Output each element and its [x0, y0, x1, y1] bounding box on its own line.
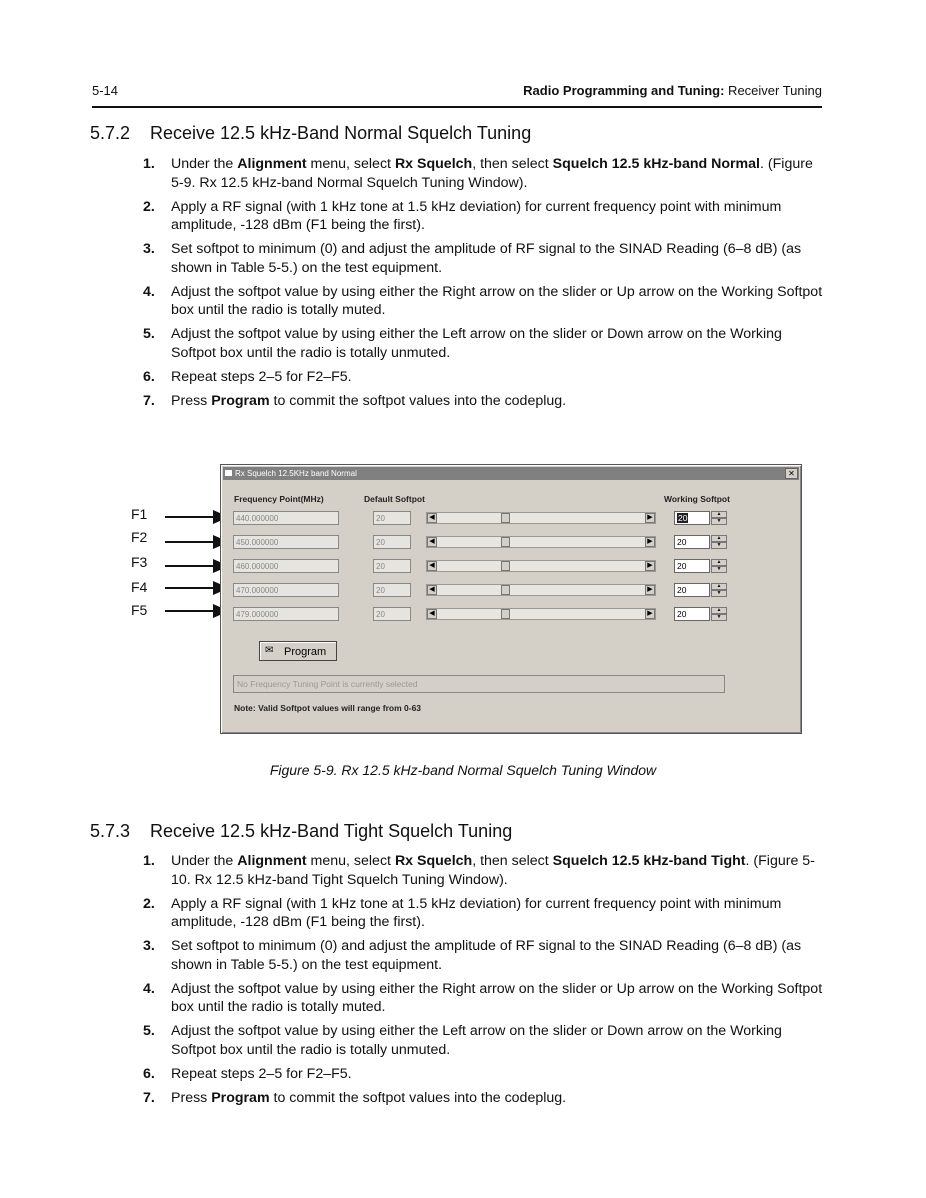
- frequency-field: 450.000000: [233, 535, 339, 549]
- slider-left-arrow-icon[interactable]: ◀: [427, 609, 437, 619]
- step-number: 1.: [143, 853, 155, 869]
- slider-right-arrow-icon[interactable]: ▶: [645, 609, 655, 619]
- step-text: Apply a RF signal (with 1 kHz tone at 1.5 kHz deviation) for current frequency point with minimum amplitude, -128 dBm (F1 being the first).: [171, 895, 782, 930]
- softpot-slider[interactable]: [426, 584, 656, 596]
- working-softpot-value: 20: [677, 561, 687, 571]
- slider-left-arrow-icon[interactable]: ◀: [427, 561, 437, 571]
- step-item: [143, 937, 823, 974]
- working-softpot-field[interactable]: [674, 583, 710, 597]
- step-bold-term: Alignment: [237, 156, 307, 172]
- step-item: [143, 155, 823, 192]
- default-softpot-field: 20: [373, 607, 411, 621]
- step-item: [143, 283, 823, 320]
- step-number: 3.: [143, 241, 155, 257]
- working-softpot-spinner[interactable]: [711, 535, 727, 549]
- step-bold-term: Squelch 12.5 kHz-band Tight: [552, 853, 746, 869]
- slider-left-arrow-icon[interactable]: ◀: [427, 513, 437, 523]
- step-text: , then select: [472, 156, 553, 172]
- window-title: Rx Squelch 12.5KHz band Normal: [235, 469, 357, 478]
- softpot-slider[interactable]: [426, 512, 656, 524]
- working-softpot-spinner[interactable]: [711, 607, 727, 621]
- step-number: 4.: [143, 283, 155, 300]
- spin-down-icon[interactable]: ▼: [711, 518, 727, 525]
- step-text: Press: [171, 1089, 212, 1106]
- spin-up-icon[interactable]: ▲: [711, 535, 727, 542]
- frequency-field: 460.000000: [233, 559, 339, 573]
- arrow-f2: [165, 541, 215, 543]
- softpot-range-note: Note: Valid Softpot values will range from 0-63: [234, 703, 422, 713]
- page-header: [92, 83, 822, 103]
- step-item: [143, 392, 823, 411]
- program-label: Program: [284, 646, 327, 658]
- step-item: [143, 852, 823, 889]
- default-softpot-field: 20: [373, 583, 411, 597]
- steps-list-572: [143, 155, 823, 416]
- softpot-row: [221, 607, 801, 623]
- step-text: Apply a RF signal (with 1 kHz tone at 1.5 kHz deviation) for current frequency point with minimum amplitude, -128 dBm (F1 being the first).: [171, 198, 782, 233]
- default-softpot-field: 20: [373, 535, 411, 549]
- figure-label-f3: F3: [131, 554, 148, 570]
- section-title: Receive 12.5 kHz-Band Normal Squelch Tuning: [150, 123, 532, 143]
- steps-list-573: [143, 852, 823, 1113]
- slider-thumb[interactable]: [501, 537, 510, 547]
- frequency-field: 470.000000: [233, 583, 339, 597]
- status-box: No Frequency Tuning Point is currently selected: [233, 675, 725, 693]
- step-number: 5.: [143, 326, 155, 342]
- step-text: Set softpot to minimum (0) and adjust the amplitude of RF signal to the SINAD Reading (6–8 dB) (as shown in Table 5-5.) on the test equipment.: [171, 241, 802, 276]
- step-text: Press: [171, 392, 212, 409]
- step-text: to commit the softpot values into the codeplug.: [269, 392, 567, 409]
- step-text: Adjust the softpot value by using either the Left arrow on the slider or Down arrow on the Working Softpot box until the radio is totally unmuted.: [171, 1023, 782, 1058]
- section-heading-572: [90, 123, 531, 144]
- step-text: Repeat steps 2–5 for F2–F5.: [171, 368, 352, 385]
- working-softpot-value: 20: [678, 513, 688, 523]
- arrow-f5: [165, 610, 215, 612]
- working-softpot-spinner[interactable]: [711, 511, 727, 525]
- window-titlebar: [223, 467, 799, 480]
- spin-down-icon[interactable]: ▼: [711, 614, 727, 621]
- step-number: 7.: [143, 1089, 155, 1106]
- figure-caption: Figure 5-9. Rx 12.5 kHz-band Normal Squelch Tuning Window: [269, 762, 657, 778]
- step-item: [143, 895, 823, 932]
- step-number: 5.: [143, 1023, 155, 1039]
- working-softpot-value: 20: [677, 609, 687, 619]
- softpot-row: [221, 535, 801, 551]
- step-text: Under the: [171, 156, 238, 172]
- step-number: 4.: [143, 980, 155, 997]
- column-header-working: Working Softpot: [664, 494, 730, 504]
- section-title: Receive 12.5 kHz-Band Tight Squelch Tuning: [150, 821, 513, 841]
- step-item: [143, 980, 823, 1017]
- softpot-slider[interactable]: [426, 536, 656, 548]
- close-icon[interactable]: ✕: [785, 468, 798, 479]
- step-item: [143, 198, 823, 235]
- step-bold-term: Rx Squelch: [394, 853, 473, 869]
- slider-right-arrow-icon[interactable]: ▶: [645, 585, 655, 595]
- step-number: 2.: [143, 895, 155, 912]
- arrow-f3: [165, 565, 215, 567]
- step-text: Repeat steps 2–5 for F2–F5.: [171, 1065, 352, 1082]
- slider-right-arrow-icon[interactable]: ▶: [645, 537, 655, 547]
- softpot-slider[interactable]: [426, 608, 656, 620]
- step-item: [143, 1022, 823, 1059]
- step-bold-term: Rx Squelch: [394, 156, 473, 172]
- slider-thumb[interactable]: [501, 561, 510, 571]
- spin-up-icon[interactable]: ▲: [711, 607, 727, 614]
- working-softpot-field[interactable]: [674, 559, 710, 573]
- softpot-row: [221, 583, 801, 599]
- figure-label-f2: F2: [131, 529, 148, 545]
- slider-right-arrow-icon[interactable]: ▶: [645, 561, 655, 571]
- step-number: 7.: [143, 392, 155, 409]
- default-softpot-field: 20: [373, 559, 411, 573]
- step-bold-term: Alignment: [237, 853, 307, 869]
- working-softpot-spinner[interactable]: [711, 583, 727, 597]
- working-softpot-value: 20: [677, 585, 687, 595]
- step-text: menu, select: [306, 156, 395, 172]
- step-text: Under the: [171, 853, 238, 869]
- program-button[interactable]: [259, 641, 337, 661]
- squelch-tuning-window: [220, 464, 802, 734]
- step-item: [143, 240, 823, 277]
- arrow-f4: [165, 587, 215, 589]
- step-bold-term: Squelch 12.5 kHz-band Normal: [552, 156, 761, 172]
- step-number: 2.: [143, 198, 155, 215]
- step-text: . (Figure 5-10. Rx 12.5 kHz-band Tight Squelch Tuning Window).: [171, 853, 815, 888]
- figure-label-f4: F4: [131, 579, 148, 595]
- page-number: 5-14: [92, 83, 119, 98]
- step-item: [143, 1089, 823, 1108]
- slider-left-arrow-icon[interactable]: ◀: [427, 537, 437, 547]
- step-item: [143, 368, 823, 387]
- step-number: 6.: [143, 368, 155, 385]
- step-text: . (Figure 5-9. Rx 12.5 kHz-band Normal Squelch Tuning Window).: [171, 156, 813, 191]
- default-softpot-field: 20: [373, 511, 411, 525]
- slider-left-arrow-icon[interactable]: ◀: [427, 585, 437, 595]
- frequency-field: 440.000000: [233, 511, 339, 525]
- slider-thumb[interactable]: [501, 513, 510, 523]
- working-softpot-field[interactable]: [674, 607, 710, 621]
- slider-thumb[interactable]: [501, 585, 510, 595]
- softpot-row: [221, 559, 801, 575]
- frequency-field: 479.000000: [233, 607, 339, 621]
- section-number: 5.7.2: [90, 123, 131, 143]
- step-bold-term: Program: [211, 1089, 270, 1106]
- column-header-frequency: Frequency Point(MHz): [234, 494, 324, 504]
- figure-label-f1: F1: [131, 506, 148, 522]
- step-number: 6.: [143, 1065, 155, 1082]
- step-text: menu, select: [306, 853, 395, 869]
- step-bold-term: Program: [211, 392, 270, 409]
- step-number: 3.: [143, 938, 155, 954]
- window-icon: [225, 470, 232, 476]
- figure-label-f5: F5: [131, 602, 148, 618]
- working-softpot-field[interactable]: [674, 535, 710, 549]
- step-text: , then select: [472, 853, 553, 869]
- slider-thumb[interactable]: [501, 609, 510, 619]
- working-softpot-value: 20: [677, 537, 687, 547]
- softpot-row: [221, 511, 801, 527]
- step-text: Adjust the softpot value by using either the Left arrow on the slider or Down arrow on the Working Softpot box until the radio is totally unmuted.: [171, 326, 782, 361]
- step-text: Set softpot to minimum (0) and adjust the amplitude of RF signal to the SINAD Reading (6–8 dB) (as shown in Table 5-5.) on the test equipment.: [171, 938, 802, 973]
- section-heading-573: [90, 821, 512, 842]
- column-header-default: Default Softpot: [364, 494, 425, 504]
- spin-down-icon[interactable]: ▼: [711, 542, 727, 549]
- spin-up-icon[interactable]: ▲: [711, 583, 727, 590]
- arrow-f1: [165, 516, 215, 518]
- running-title-bold: Radio Programming and Tuning:: [523, 83, 725, 98]
- spin-up-icon[interactable]: ▲: [711, 559, 727, 566]
- running-title: [523, 83, 822, 98]
- running-title-rest: Receiver Tuning: [724, 83, 822, 98]
- step-item: [143, 1065, 823, 1084]
- step-text: Adjust the softpot value by using either the Right arrow on the slider or Up arrow on the Working Softpot box until the radio is totally muted.: [171, 980, 823, 1015]
- step-item: [143, 325, 823, 362]
- header-rule: [92, 106, 822, 108]
- program-icon: ✉: [265, 645, 274, 656]
- step-text: to commit the softpot values into the codeplug.: [269, 1089, 567, 1106]
- working-softpot-field[interactable]: [674, 511, 710, 525]
- spin-up-icon[interactable]: ▲: [711, 511, 727, 518]
- working-softpot-spinner[interactable]: [711, 559, 727, 573]
- spin-down-icon[interactable]: ▼: [711, 566, 727, 573]
- step-text: Adjust the softpot value by using either the Right arrow on the slider or Up arrow on the Working Softpot box until the radio is totally muted.: [171, 283, 823, 318]
- slider-right-arrow-icon[interactable]: ▶: [645, 513, 655, 523]
- spin-down-icon[interactable]: ▼: [711, 590, 727, 597]
- section-number: 5.7.3: [90, 821, 131, 841]
- step-number: 1.: [143, 156, 155, 172]
- softpot-slider[interactable]: [426, 560, 656, 572]
